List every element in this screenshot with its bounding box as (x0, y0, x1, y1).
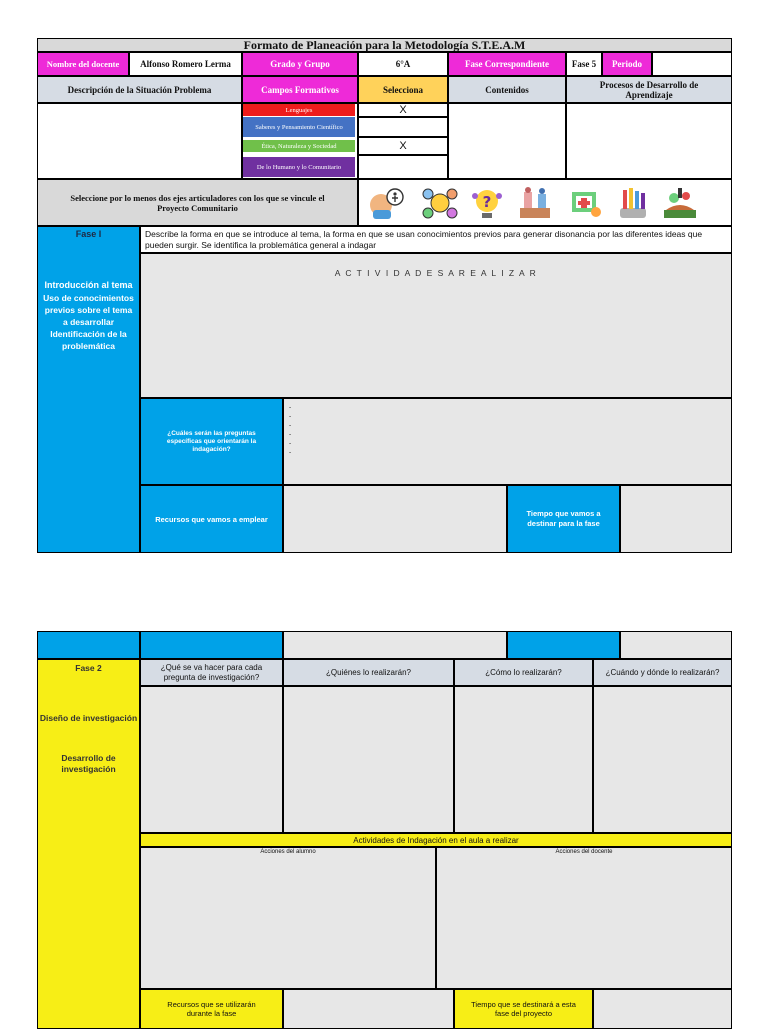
fase2-cell-quienes[interactable] (283, 686, 454, 833)
inclusion-icon[interactable] (367, 186, 405, 220)
fase2-side-title-2: Desarrollo de investigación (61, 753, 116, 774)
fase1-preguntas-area[interactable] (283, 398, 732, 485)
campo-lenguajes: Lenguajes (243, 104, 355, 116)
fase1-tiempo-label: Tiempo que vamos a destinar para la fase (507, 485, 620, 553)
selecciona-header: Selecciona (358, 76, 448, 103)
fase2-cell-cuando[interactable] (593, 686, 732, 833)
descripcion-cell[interactable] (37, 103, 242, 179)
fase2-side-title-1: Diseño de investigación (39, 713, 138, 723)
fase-label: Fase Correspondiente (448, 52, 566, 76)
pregunta-dash: - (289, 422, 292, 429)
arts-icon[interactable] (614, 186, 652, 220)
grado-value: 6°A (358, 52, 448, 76)
critical-thinking-icon[interactable] (421, 186, 459, 220)
fase2-top-cell (620, 631, 732, 659)
fase2-recursos-area[interactable] (283, 989, 454, 1029)
fase-value: Fase 5 (566, 52, 602, 76)
mark-etica[interactable]: X (358, 137, 448, 155)
fase2-tiempo-label: Tiempo que se destinará a esta fase del proyecto (454, 989, 593, 1029)
periodo-label: Periodo (602, 52, 652, 76)
fase1-tiempo-area[interactable] (620, 485, 732, 553)
docente-label: Nombre del docente (37, 52, 129, 76)
fase2-cell-como[interactable] (454, 686, 593, 833)
pregunta-dash: - (289, 440, 292, 447)
reading-icon[interactable] (660, 186, 700, 220)
fase2-top-cell (283, 631, 507, 659)
contenidos-cell[interactable] (448, 103, 566, 179)
fase1-label: Fase I (75, 229, 102, 239)
fase2-label: Fase 2 (75, 663, 102, 673)
fase2-top-cell (140, 631, 283, 659)
campos-header: Campos Formativos (242, 76, 358, 103)
fase2-alumno-area[interactable] (140, 847, 436, 989)
fase2-col-header-cuando: ¿Cuándo y dónde lo realizarán? (593, 659, 732, 686)
fase1-sidebar (37, 226, 140, 553)
pregunta-dash: - (289, 431, 292, 438)
grado-label: Grado y Grupo (242, 52, 358, 76)
fase1-actividades-title: A C T I V I D A D E S A R E A L I Z A R (334, 268, 538, 278)
interculturality-icon[interactable] (470, 186, 504, 220)
fase2-col-header-como: ¿Cómo lo realizarán? (454, 659, 593, 686)
fase2-col-header-quienes: ¿Quiénes lo realizarán? (283, 659, 454, 686)
fase2-recursos-label: Recursos que se utilizarán durante la fase (140, 989, 283, 1029)
campo-humano: De lo Humano y lo Comunitario (243, 157, 355, 177)
ejes-instructions: Seleccione por lo menos dos ejes articuladores con los que se vincule el Proyecto Comunitario (37, 179, 358, 226)
mark-lenguajes[interactable]: X (358, 103, 448, 117)
gender-equality-icon[interactable] (516, 186, 554, 220)
fase2-col-header-que: ¿Qué se va hacer para cada pregunta de investigación? (140, 659, 283, 686)
fase2-top-cell (37, 631, 140, 659)
fase1-side-text: Uso de conocimientos previos sobre el tema a desarrollar Identificación de la problemática (43, 293, 134, 351)
descripcion-header: Descripción de la Situación Problema (37, 76, 242, 103)
fase1-recursos-area[interactable] (283, 485, 507, 553)
campo-saberes: Saberes y Pensamiento Científico (243, 117, 355, 137)
fase2-docente-area[interactable] (436, 847, 732, 989)
fase2-alumno-label: Acciones del alumno (260, 849, 316, 855)
page-title: Formato de Planeación para la Metodología S.T.E.A.M (37, 38, 732, 52)
pregunta-dash: - (289, 449, 292, 456)
pregunta-dash: - (289, 404, 292, 411)
mark-humano[interactable] (358, 155, 448, 179)
fase2-tiempo-area[interactable] (593, 989, 732, 1029)
fase1-recursos-label: Recursos que vamos a emplear (140, 485, 283, 553)
healthy-life-icon[interactable] (566, 186, 602, 220)
procesos-header: Procesos de Desarrollo de Aprendizaje (566, 76, 732, 103)
fase2-actividades-header: Actividades de Indagación en el aula a realizar (140, 833, 732, 847)
docente-value: Alfonso Romero Lerma (129, 52, 242, 76)
svg-text:?: ? (482, 193, 492, 211)
fase2-docente-label: Acciones del docente (555, 849, 613, 855)
fase2-cell-que[interactable] (140, 686, 283, 833)
mark-saberes[interactable] (358, 117, 448, 137)
fase1-description: Describe la forma en que se introduce al tema, la forma en que se usan conocimientos previos para generar disonancia por las diferentes ideas que pueden surgir. Se identifica la problemática general a indagar (140, 226, 732, 253)
periodo-value (652, 52, 732, 76)
fase1-side-title: Introducción al tema (44, 280, 133, 290)
campo-etica: Ética, Naturaleza y Sociedad (243, 140, 355, 152)
fase2-top-cell (507, 631, 620, 659)
contenidos-header: Contenidos (448, 76, 566, 103)
procesos-cell[interactable] (566, 103, 732, 179)
pregunta-dash: - (289, 413, 292, 420)
fase1-preguntas-label: ¿Cuáles serán las preguntas específicas que orientarán la indagación? (140, 398, 283, 485)
